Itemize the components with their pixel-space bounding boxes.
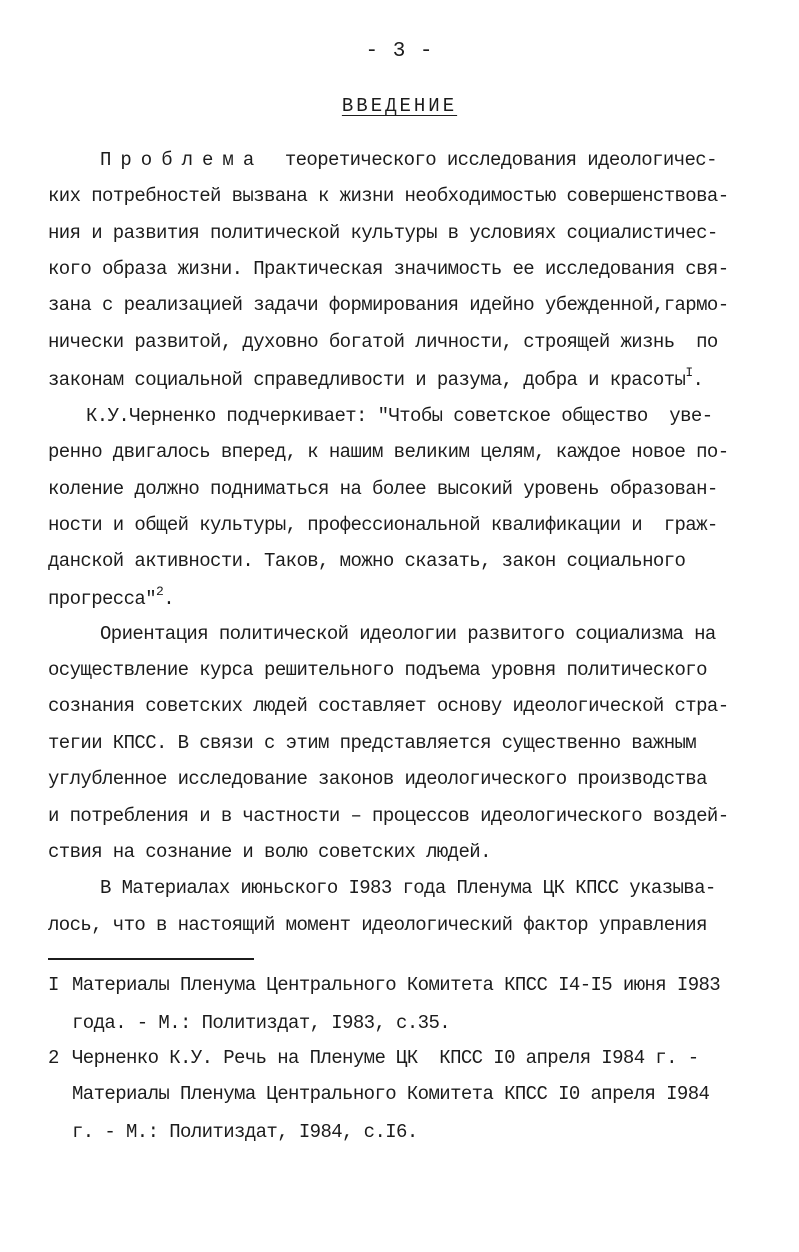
footnote-ref-1: I (685, 364, 693, 380)
footnote-1-number: I (48, 974, 59, 996)
paragraph-1-line-1-rest: теоретического исследования идеологичес- (263, 149, 717, 171)
paragraph-1-line-4: кого образа жизни. Практическая значимость ее исследования свя- (48, 258, 729, 280)
paragraph-1-line-6: нически развитой, духовно богатой личности, строящей жизнь по (48, 331, 718, 353)
paragraph-2-line-2: ренно двигалось вперед, к нашим великим целям, каждое новое по- (48, 441, 729, 463)
paragraph-3-line-6: и потребления и в частности – процессов идеологического воздей- (48, 805, 729, 827)
footnote-1-line-2: года. - М.: Политиздат, I983, с.35. (72, 1012, 451, 1034)
paragraph-4-line-2: лось, что в настоящий момент идеологический фактор управления (48, 914, 707, 936)
paragraph-1-line-5: зана с реализацией задачи формирования идейно убежденной,гармо- (48, 294, 729, 316)
paragraph-2-line-5: данской активности. Таков, можно сказать, закон социального (48, 550, 686, 572)
paragraph-1-last-text: законам социальной справедливости и разума, добра и красоты (48, 369, 686, 391)
section-heading-text: ВВЕДЕНИЕ (341, 95, 458, 117)
footnote-2-line-2: Материалы Пленума Центрального Комитета КПСС I0 апреля I984 (72, 1083, 710, 1105)
paragraph-3-line-2: осуществление курса решительного подъема уровня политического (48, 659, 707, 681)
footnote-2-line-1: Черненко К.У. Речь на Пленуме ЦК КПСС I0 апреля I984 г. - (72, 1047, 699, 1069)
paragraph-1-end: . (692, 369, 704, 391)
paragraph-4-line-1: В Материалах июньского I983 года Пленума ЦК КПСС указыва- (100, 877, 716, 899)
paragraph-1-line-2: ких потребностей вызвана к жизни необходимостью совершенствова- (48, 185, 729, 207)
paragraph-3-line-7: ствия на сознание и волю советских людей. (48, 841, 491, 863)
footnote-1-line-1: Материалы Пленума Центрального Комитета КПСС I4-I5 июня I983 (72, 974, 721, 996)
paragraph-3-line-3: сознания советских людей составляет основу идеологической стра- (48, 695, 729, 717)
footnote-separator (48, 958, 254, 960)
footnote-2-number: 2 (48, 1047, 59, 1069)
paragraph-2-line-1: К.У.Черненко подчеркивает: "Чтобы советское общество уве- (86, 405, 713, 427)
paragraph-2-line-6 (48, 583, 175, 611)
lead-word: Проблема (100, 149, 264, 171)
paragraph-3-line-5: углубленное исследование законов идеологического производства (48, 768, 707, 790)
paragraph-2-last-text: прогресса" (48, 588, 157, 610)
footnote-ref-2: 2 (156, 583, 164, 599)
paragraph-1-line-7 (48, 364, 704, 392)
section-heading (0, 94, 799, 118)
paragraph-2-end: . (163, 588, 175, 610)
paragraph-1-line-1 (100, 148, 717, 172)
paragraph-1-line-3: ния и развития политической культуры в условиях социалистичес- (48, 222, 718, 244)
footnote-2-line-3: г. - М.: Политиздат, I984, с.I6. (72, 1121, 418, 1143)
paragraph-2-line-3: коление должно подниматься на более высокий уровень образован- (48, 478, 718, 500)
paragraph-2-line-4: ности и общей культуры, профессиональной квалификации и граж- (48, 514, 718, 536)
paragraph-3-line-1: Ориентация политической идеологии развитого социализма на (100, 623, 716, 645)
paragraph-3-line-4: тегии КПСС. В связи с этим представляется существенно важным (48, 732, 697, 754)
page-number: - 3 - (365, 40, 434, 63)
